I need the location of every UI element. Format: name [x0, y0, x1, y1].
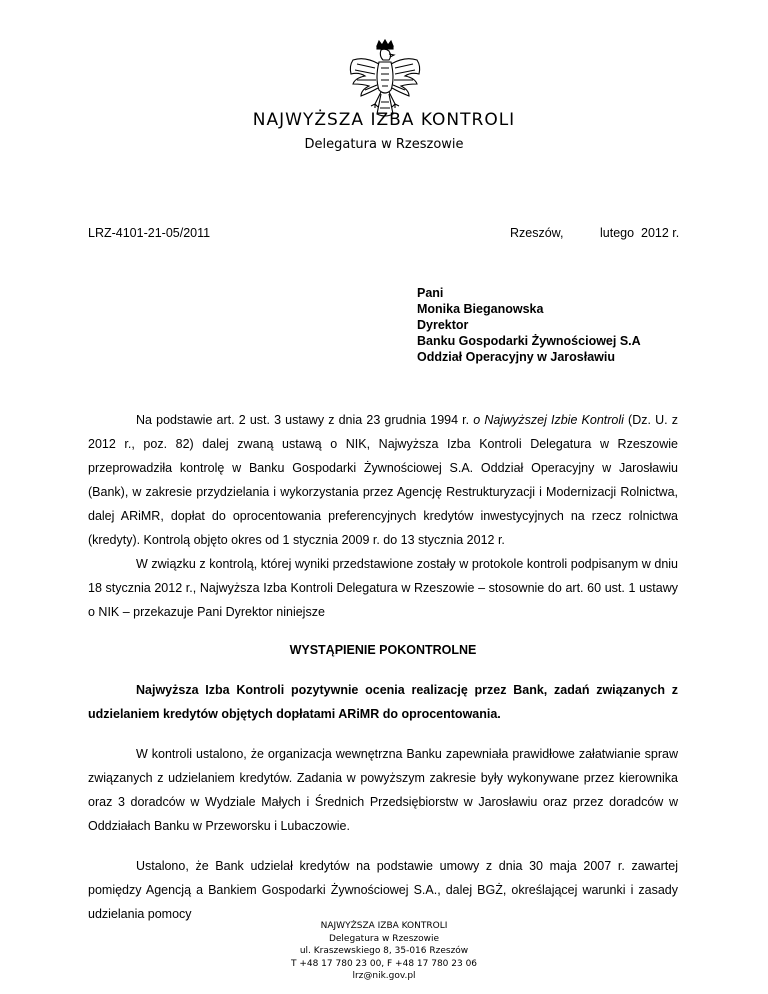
document-heading: WYSTĄPIENIE POKONTROLNE [289, 643, 477, 657]
institution-office: Delegatura w Rzeszowie [304, 137, 464, 152]
addressee-block [417, 285, 641, 365]
footer-address [0, 920, 768, 983]
letter-place: Rzeszów, [510, 226, 564, 240]
paragraph-4: W kontroli ustalono, że organizacja wewnętrzna Banku zapewniała prawidłowe załatwianie spraw związanych z udzielaniem kredytów. Zadania w powyższym zakresie były wykonywane przez kierownika oraz 3 doradców w Wydziale Małych i Średnich Przedsiębiorstw w Jarosławiu oraz przez doradców w Oddziałach Banku w Przeworsku i Lubaczowie. [88, 747, 678, 833]
paragraph-1-part-b: (Dz. U. z 2012 r., poz. 82) dalej zwaną ustawą o NIK, Najwyższa Izba Kontroli Delegatura w Rzeszowie przeprowadziła kontrolę w Banku Gospodarki Żywnościowej S.A. Oddział Operacyjny w Jarosławiu (Bank), w zakresie przydzielania i wykorzystania przez Agencję Restrukturyzacji i Modernizacji Rolnictwa, dalej ARiMR, dopłat do oprocentowania preferencyjnych kredytów inwestycyjnych na rzecz rolnictwa (kredyty). Kontrolą objęto okres od 1 stycznia 2009 r. do 13 stycznia 2012 r. [88, 413, 678, 547]
paragraph-1-part-a: Na podstawie art. 2 ust. 3 ustawy z dnia 23 grudnia 1994 r. [136, 413, 474, 427]
footer-street: ul. Kraszewskiego 8, 35-016 Rzeszów [299, 946, 469, 956]
addressee-salutation: Pani [417, 286, 444, 300]
footer-office: Delegatura w Rzeszowie [328, 933, 440, 944]
institution-name: NAJWYŻSZA IZBA KONTROLI [252, 110, 516, 130]
act-title: o Najwyższej Izbie Kontroli [473, 413, 624, 427]
footer-phone: T +48 17 780 23 00, F +48 17 780 23 06 [290, 958, 478, 969]
reference-number: LRZ-4101-21-05/2011 [88, 226, 211, 240]
letter-date: lutego 2012 r. [600, 226, 680, 240]
addressee-branch: Oddział Operacyjny w Jarosławiu [417, 350, 615, 364]
footer-institution: NAJWYŻSZA IZBA KONTROLI [320, 921, 448, 931]
paragraph-1 [88, 408, 678, 552]
paragraph-2: W związku z kontrolą, której wyniki przedstawione zostały w protokole kontroli podpisanym w dniu 18 stycznia 2012 r., Najwyższa Izba Kontroli Delegatura w Rzeszowie – stosownie do art. 60 ust. 1 ustawy o NIK – przekazuje Pani Dyrektor niniejsze [88, 557, 678, 619]
addressee-name: Monika Bieganowska [417, 302, 544, 316]
addressee-bank: Banku Gospodarki Żywnościowej S.A [417, 334, 641, 348]
paragraph-assessment: Najwyższa Izba Kontroli pozytywnie ocenia realizację przez Bank, zadań związanych z udzielaniem kredytów objętych dopłatami ARiMR do oprocentowania. [88, 683, 678, 721]
letter-body [88, 408, 678, 926]
addressee-title: Dyrektor [417, 318, 469, 332]
footer-email: lrz@nik.gov.pl [352, 971, 416, 981]
paragraph-5: Ustalono, że Bank udzielał kredytów na podstawie umowy z dnia 30 maja 2007 r. zawartej pomiędzy Agencją a Bankiem Gospodarki Żywnościowej S.A., dalej BGŻ, określającej warunki i zasady udzielania pomocy [88, 859, 678, 921]
